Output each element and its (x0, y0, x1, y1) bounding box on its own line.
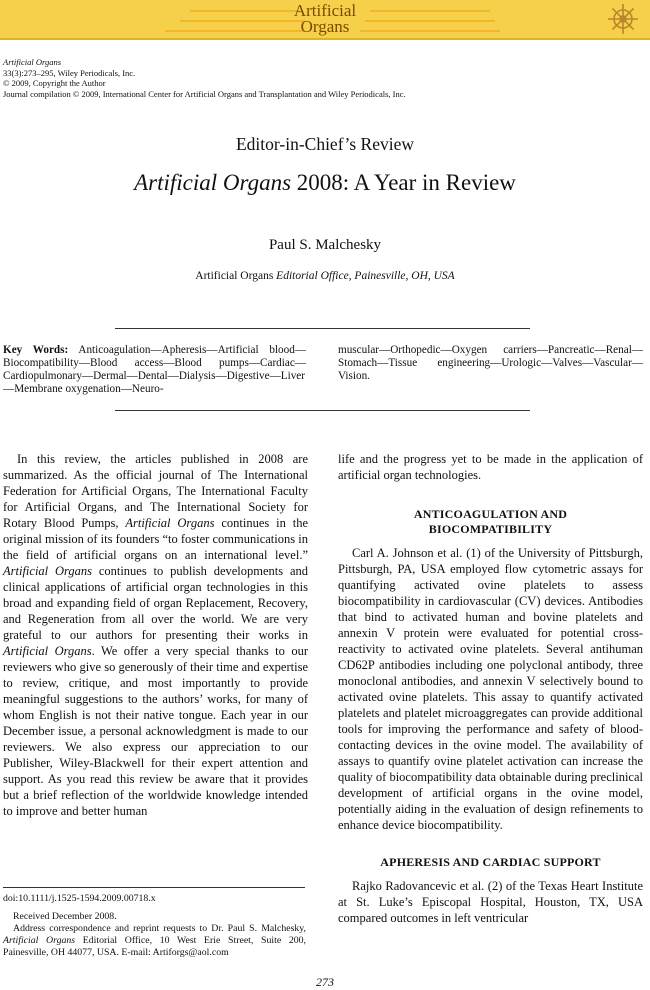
article-title (0, 170, 650, 196)
address-text: Address correspondence and reprint requests to Dr. Paul S. Malchesky, (13, 923, 306, 934)
address-text: Editorial Office, 10 West Erie Street, Suite 200, Painesville, OH 44077, USA. E-mail: Artiforgs@aol.com (3, 935, 306, 958)
heading-line: BIOCOMPATIBILITY (428, 522, 553, 536)
keywords-top-rule (115, 328, 530, 329)
keywords-label: Key Words: (3, 344, 69, 356)
keywords-left (3, 344, 306, 396)
intro-text: continues in the original mission of its founders “to foster communications in the field of artificial organs on an international level.” (3, 516, 308, 562)
page-number: 273 (316, 975, 334, 989)
keywords-left-text: Anticoagulation—Apheresis—Artificial blood—Biocompatibility—Blood access—Blood pumps—Cardiac—Cardiopulmonary—Dermal—Dental—Dialysis—Digestive—Liver—Membrane oxygenation—Neuro- (3, 344, 306, 395)
meta-issue: 33(3):273–295, Wiley Periodicals, Inc. (3, 67, 136, 78)
intro-continuation: life and the progress yet to be made in the application of artificial organ technologies. (338, 452, 643, 482)
section-paragraph: Carl A. Johnson et al. (1) of the University of Pittsburgh, Pittsburgh, PA, USA employed flow cytometric assays for quantifying activated ovine platelets to assess biocompatibility in cardiovascular (CV) devices. Antibodies that bind to activated human and bovine platelets and annexin V protein were evaluated for potential cross-reactivity to activated ovine platelets. Several antihuman CD62P antibodies including one polyclonal antibody, three monoclonal antibodies, and annexin V selectively bound to activated ovine platelets. This assay to quantify activated platelets and platelet microaggregates can provide additional tools for improving the performance and safety of blood-contacting devices in the ovine model. The availability of assays to quantify ovine platelet activation can increase the quality of biocompatibility data obtainable during preclinical development of artificial organs in the ovine model, potentially aiding in the evaluation of design refinements to enhance device biocompatibility. (338, 546, 643, 832)
meta-compilation: Journal compilation © 2009, International Center for Artificial Organs and Transplantation and Wiley Periodicals, Inc. (3, 88, 406, 99)
title-journal: Artificial Organs (134, 170, 292, 195)
keywords-right: muscular—Orthopedic—Oxygen carriers—Pancreatic—Renal—Stomach—Tissue engineering—Urologic—Valves—Vascular—Vision. (338, 344, 643, 382)
meta-copyright: © 2009, Copyright the Author (3, 78, 106, 88)
section-heading-apheresis: APHERESIS AND CARDIAC SUPPORT (380, 855, 601, 869)
heading-line: ANTICOAGULATION AND (413, 507, 568, 521)
affil-journal: Artificial Organs (195, 270, 274, 282)
body-column-right (338, 451, 643, 926)
body-column-left (3, 451, 308, 819)
intro-text: continues to publish developments and clinical applications of artificial organ technologies in this broad and expanding field of organ Replacement, Recovery, and Regeneration from all over the world. We are very grateful to our authors for presenting their works in (3, 564, 308, 642)
intro-paragraph (3, 451, 308, 819)
received-date: Received December 2008. (13, 911, 117, 922)
citation-meta (3, 57, 406, 99)
author-affiliation (0, 270, 650, 282)
journal-name: Artificial Organs (3, 935, 76, 946)
title-rest: 2008: A Year in Review (291, 170, 516, 195)
section-paragraph: Rajko Radovancevic et al. (2) of the Texas Heart Institute at St. Luke’s Episcopal Hospital, Houston, TX, USA compared outcomes in left ventricular (338, 879, 643, 925)
section-label: Editor-in-Chief’s Review (235, 134, 414, 154)
author-name: Paul S. Malchesky (268, 237, 382, 253)
ship-wheel-icon (607, 3, 639, 35)
keywords-bottom-rule (115, 410, 530, 411)
journal-banner (0, 0, 650, 40)
intro-text: In this review, the articles published in 2008 are summarized. As the official journal of The International Federation for Artificial Organs, The International Faculty for Artificial Organs, and The International Society for Rotary Blood Pumps, (3, 452, 308, 530)
banner-title-line2: Organs (300, 17, 350, 36)
journal-name: Artificial Organs (3, 564, 92, 578)
banner-title-line1: Artificial (293, 1, 357, 20)
affil-rest: Editorial Office, Painesville, OH, USA (273, 270, 455, 282)
journal-name: Artificial Organs (125, 516, 215, 530)
footnote-rule (3, 887, 305, 888)
section-heading-anticoagulation (338, 507, 643, 537)
intro-text: . We offer a very special thanks to our reviewers who give so generously of their time and expertise to review, critique, and most importantly to provide meaningful suggestions to the authors’ works, for many of whom English is not their native tongue. Each year in our December issue, a personal acknowledgment is made to our reviewers. We also express our appreciation to our Publisher, Wiley-Blackwell for their expert attention and support. As you read this review be aware that it provides but a brief reflection of the worldwide knowledge intended to improve and better human (3, 644, 308, 818)
doi: doi:10.1111/j.1525-1594.2009.00718.x (3, 893, 156, 904)
correspondence-address (3, 923, 306, 959)
journal-name: Artificial Organs (3, 644, 92, 658)
meta-journal: Artificial Organs (3, 57, 62, 67)
